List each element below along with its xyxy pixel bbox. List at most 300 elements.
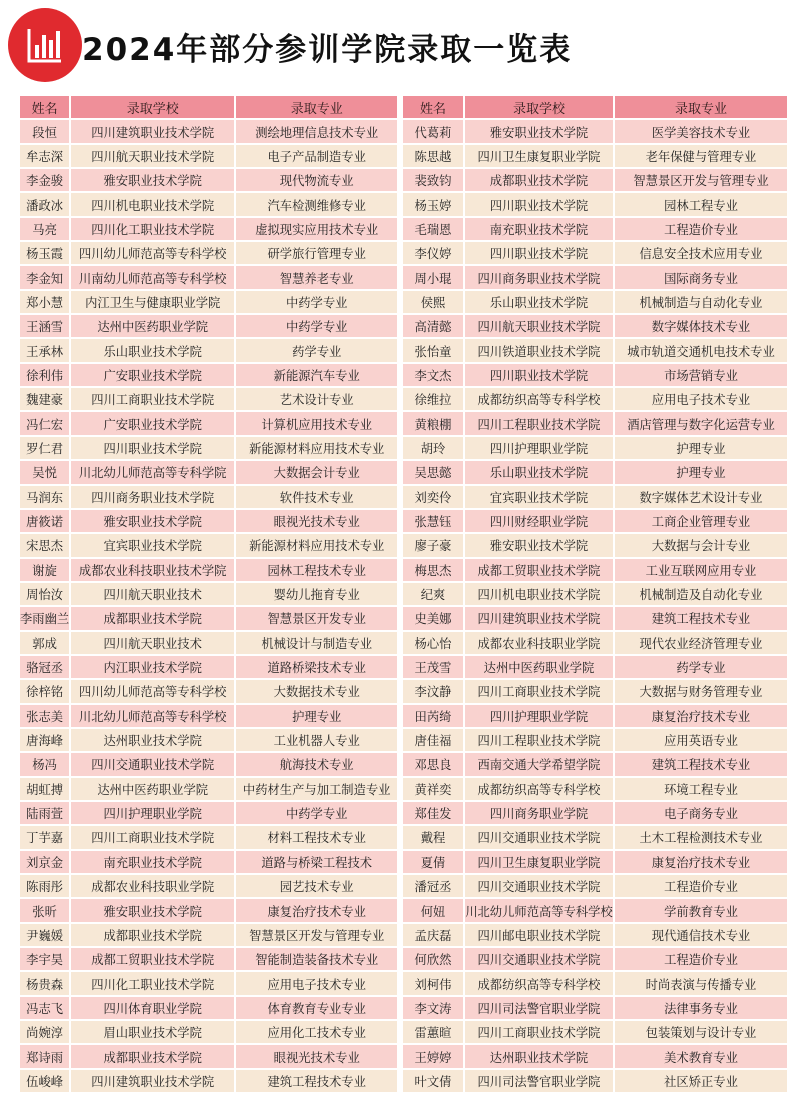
major-name: 中药学专业 (236, 802, 397, 824)
table-row (20, 1070, 397, 1092)
admission-table-right (401, 94, 789, 1094)
school-name: 四川工程职业技术学院 (465, 412, 613, 434)
school-name: 四川交通职业技术学院 (465, 948, 613, 970)
school-name: 四川机电职业技术学院 (71, 193, 234, 215)
major-name: 数字媒体技术专业 (615, 315, 787, 337)
student-name: 王涵雪 (20, 315, 69, 337)
major-name: 电子产品制造专业 (236, 145, 397, 167)
school-name: 四川司法警官职业学院 (465, 1070, 613, 1092)
table-row (20, 656, 397, 678)
school-name: 达州中医药职业学院 (71, 778, 234, 800)
student-name: 李汶静 (403, 680, 463, 702)
table-row (403, 705, 787, 727)
major-name: 园艺技术专业 (236, 875, 397, 897)
school-name: 四川机电职业技术学院 (465, 583, 613, 605)
major-name: 中药学专业 (236, 315, 397, 337)
major-name: 药学专业 (615, 656, 787, 678)
student-name: 吴思懿 (403, 461, 463, 483)
student-name: 李金骏 (20, 169, 69, 191)
school-name: 四川财经职业学院 (465, 510, 613, 532)
major-name: 护理专业 (615, 461, 787, 483)
school-name: 四川司法警官职业学院 (465, 997, 613, 1019)
student-name: 李仪婷 (403, 242, 463, 264)
student-name: 张慧钰 (403, 510, 463, 532)
major-name: 药学专业 (236, 339, 397, 361)
major-name: 环境工程专业 (615, 778, 787, 800)
student-name: 唐海峰 (20, 729, 69, 751)
school-name: 四川职业技术学院 (465, 193, 613, 215)
school-name: 四川航天职业技术 (71, 583, 234, 605)
major-name: 智慧景区开发专业 (236, 607, 397, 629)
table-row (403, 364, 787, 386)
major-name: 道路与桥梁工程技术 (236, 851, 397, 873)
major-name: 应用化工技术专业 (236, 1021, 397, 1043)
table-row (403, 875, 787, 897)
school-name: 广安职业技术学院 (71, 412, 234, 434)
school-name: 乐山职业技术学院 (71, 339, 234, 361)
student-name: 田芮绮 (403, 705, 463, 727)
school-name: 成都农业科技职业学院 (465, 632, 613, 654)
table-row (20, 242, 397, 264)
student-name: 黄粮棚 (403, 412, 463, 434)
major-name: 工业机器人专业 (236, 729, 397, 751)
major-name: 酒店管理与数字化运营专业 (615, 412, 787, 434)
table-row (403, 924, 787, 946)
major-name: 智慧景区开发与管理专业 (615, 169, 787, 191)
student-name: 马亮 (20, 218, 69, 240)
major-name: 时尚表演与传播专业 (615, 972, 787, 994)
student-name: 杨玉霞 (20, 242, 69, 264)
student-name: 张昕 (20, 899, 69, 921)
major-name: 现代农业经济管理专业 (615, 632, 787, 654)
school-name: 川北幼儿师范高等专科学院 (71, 461, 234, 483)
student-name: 杨心怡 (403, 632, 463, 654)
table-row (403, 632, 787, 654)
school-name: 四川交通职业技术学院 (71, 753, 234, 775)
major-name: 应用电子技术专业 (236, 972, 397, 994)
table-row (403, 437, 787, 459)
table-row (20, 388, 397, 410)
table-row (403, 778, 787, 800)
major-name: 土木工程检测技术专业 (615, 826, 787, 848)
student-name: 戴程 (403, 826, 463, 848)
major-name: 机械设计与制造专业 (236, 632, 397, 654)
student-name: 徐维拉 (403, 388, 463, 410)
header (0, 0, 800, 92)
student-name: 尹巍媛 (20, 924, 69, 946)
header-name: 姓名 (403, 96, 463, 118)
table-row (403, 145, 787, 167)
school-name: 四川铁道职业技术学院 (465, 339, 613, 361)
major-name: 建筑工程技术专业 (615, 607, 787, 629)
major-name: 机械制造与自动化专业 (615, 291, 787, 313)
student-name: 徐梓铭 (20, 680, 69, 702)
major-name: 康复治疗技术专业 (615, 705, 787, 727)
student-name: 王婷婷 (403, 1045, 463, 1067)
major-name: 应用英语专业 (615, 729, 787, 751)
school-name: 四川工商职业技术学院 (465, 680, 613, 702)
table-row (20, 1021, 397, 1043)
major-name: 汽车检测维修专业 (236, 193, 397, 215)
table-row (20, 851, 397, 873)
school-name: 内江职业技术学院 (71, 656, 234, 678)
table-header (20, 96, 397, 118)
major-name: 虚拟现实应用技术专业 (236, 218, 397, 240)
major-name: 大数据与财务管理专业 (615, 680, 787, 702)
table-row (403, 583, 787, 605)
table-row (20, 924, 397, 946)
major-name: 数字媒体艺术设计专业 (615, 486, 787, 508)
major-name: 材料工程技术专业 (236, 826, 397, 848)
table-row (20, 559, 397, 581)
table-row (20, 705, 397, 727)
table-row (20, 486, 397, 508)
major-name: 新能源材料应用技术专业 (236, 437, 397, 459)
student-name: 潘政冰 (20, 193, 69, 215)
major-name: 艺术设计专业 (236, 388, 397, 410)
table-row (403, 388, 787, 410)
table-row (403, 1070, 787, 1092)
student-name: 胡玲 (403, 437, 463, 459)
major-name: 城市轨道交通机电技术专业 (615, 339, 787, 361)
table-row (20, 826, 397, 848)
major-name: 康复治疗技术专业 (236, 899, 397, 921)
student-name: 郑小慧 (20, 291, 69, 313)
table-row (20, 364, 397, 386)
school-name: 雅安职业技术学院 (71, 510, 234, 532)
major-name: 体育教育专业专业 (236, 997, 397, 1019)
table-row (403, 291, 787, 313)
school-name: 四川化工职业技术学院 (71, 972, 234, 994)
student-name: 冯志飞 (20, 997, 69, 1019)
table-row (403, 972, 787, 994)
school-name: 西南交通大学希望学院 (465, 753, 613, 775)
major-name: 包装策划与设计专业 (615, 1021, 787, 1043)
school-name: 四川航天职业技术学院 (465, 315, 613, 337)
major-name: 计算机应用技术专业 (236, 412, 397, 434)
school-name: 四川邮电职业技术学院 (465, 924, 613, 946)
major-name: 新能源汽车专业 (236, 364, 397, 386)
school-name: 成都农业科技职业技术学院 (71, 559, 234, 581)
major-name: 工程造价专业 (615, 948, 787, 970)
table-row (20, 1045, 397, 1067)
student-name: 高清懿 (403, 315, 463, 337)
student-name: 邓思良 (403, 753, 463, 775)
student-name: 胡虹搏 (20, 778, 69, 800)
major-name: 护理专业 (615, 437, 787, 459)
school-name: 成都职业技术学院 (71, 1045, 234, 1067)
table-row (403, 534, 787, 556)
table-row (20, 510, 397, 532)
table-row (403, 802, 787, 824)
major-name: 美术教育专业 (615, 1045, 787, 1067)
school-name: 成都职业技术学院 (71, 924, 234, 946)
student-name: 杨贵森 (20, 972, 69, 994)
student-name: 唐筱诺 (20, 510, 69, 532)
table-row (403, 680, 787, 702)
table-row (403, 997, 787, 1019)
table-row (403, 461, 787, 483)
school-name: 乐山职业技术学院 (465, 461, 613, 483)
major-name: 市场营销专业 (615, 364, 787, 386)
school-name: 雅安职业技术学院 (71, 899, 234, 921)
school-name: 四川交通职业技术学院 (465, 826, 613, 848)
header-major: 录取专业 (236, 96, 397, 118)
table-row (403, 899, 787, 921)
school-name: 四川卫生康复职业学院 (465, 145, 613, 167)
student-name: 李雨幽兰 (20, 607, 69, 629)
school-name: 成都农业科技职业学院 (71, 875, 234, 897)
table-row (403, 753, 787, 775)
header-name: 姓名 (20, 96, 69, 118)
student-name: 廖子豪 (403, 534, 463, 556)
major-name: 电子商务专业 (615, 802, 787, 824)
table-row (20, 607, 397, 629)
table-row (403, 656, 787, 678)
table-row (403, 826, 787, 848)
table-row (20, 583, 397, 605)
school-name: 宜宾职业技术学院 (71, 534, 234, 556)
table-row (20, 169, 397, 191)
table-row (20, 412, 397, 434)
student-name: 夏倩 (403, 851, 463, 873)
school-name: 乐山职业技术学院 (465, 291, 613, 313)
major-name: 工业互联网应用专业 (615, 559, 787, 581)
school-name: 成都工贸职业技术学院 (71, 948, 234, 970)
school-name: 川北幼儿师范高等专科学校 (465, 899, 613, 921)
major-name: 航海技术专业 (236, 753, 397, 775)
table-row (403, 266, 787, 288)
table-row (20, 291, 397, 313)
school-name: 四川工商职业技术学院 (465, 1021, 613, 1043)
table-row (20, 145, 397, 167)
table-row (20, 266, 397, 288)
school-name: 川南幼儿师范高等专科学校 (71, 266, 234, 288)
table-row (403, 851, 787, 873)
student-name: 潘冠丞 (403, 875, 463, 897)
student-name: 纪爽 (403, 583, 463, 605)
major-name: 工程造价专业 (615, 875, 787, 897)
major-name: 老年保健与管理专业 (615, 145, 787, 167)
major-name: 学前教育专业 (615, 899, 787, 921)
table-row (403, 1045, 787, 1067)
admission-table-left (18, 94, 399, 1094)
school-name: 宜宾职业技术学院 (465, 486, 613, 508)
table-row (20, 193, 397, 215)
school-name: 四川幼儿师范高等专科学校 (71, 680, 234, 702)
school-name: 雅安职业技术学院 (465, 120, 613, 142)
school-name: 四川化工职业技术学院 (71, 218, 234, 240)
student-name: 叶文倩 (403, 1070, 463, 1092)
table-row (403, 315, 787, 337)
student-name: 伍峻峰 (20, 1070, 69, 1092)
school-name: 四川建筑职业技术学院 (465, 607, 613, 629)
school-name: 四川护理职业学院 (71, 802, 234, 824)
major-name: 康复治疗技术专业 (615, 851, 787, 873)
school-name: 达州中医药职业学院 (465, 656, 613, 678)
school-name: 川北幼儿师范高等专科学校 (71, 705, 234, 727)
table-row (403, 559, 787, 581)
major-name: 智慧景区开发与管理专业 (236, 924, 397, 946)
school-name: 达州职业技术学院 (71, 729, 234, 751)
major-name: 现代物流专业 (236, 169, 397, 191)
table-row (20, 680, 397, 702)
table-row (20, 461, 397, 483)
student-name: 吴悦 (20, 461, 69, 483)
school-name: 雅安职业技术学院 (71, 169, 234, 191)
table-row (20, 997, 397, 1019)
major-name: 机械制造及自动化专业 (615, 583, 787, 605)
table-row (20, 875, 397, 897)
table-row (403, 729, 787, 751)
table-row (403, 607, 787, 629)
student-name: 郭成 (20, 632, 69, 654)
major-name: 研学旅行管理专业 (236, 242, 397, 264)
school-name: 成都职业技术学院 (465, 169, 613, 191)
table-row (403, 412, 787, 434)
header-school: 录取学校 (71, 96, 234, 118)
major-name: 智慧养老专业 (236, 266, 397, 288)
table-row (403, 510, 787, 532)
student-name: 黄祥奕 (403, 778, 463, 800)
student-name: 代葛莉 (403, 120, 463, 142)
school-name: 四川航天职业技术 (71, 632, 234, 654)
logo (8, 8, 82, 82)
student-name: 侯熙 (403, 291, 463, 313)
student-name: 裴致钧 (403, 169, 463, 191)
table-row (20, 315, 397, 337)
school-name: 四川工商职业技术学院 (71, 826, 234, 848)
table-row (20, 437, 397, 459)
student-name: 魏建豪 (20, 388, 69, 410)
school-name: 四川体育职业学院 (71, 997, 234, 1019)
table-row (403, 486, 787, 508)
school-name: 成都纺织高等专科学校 (465, 388, 613, 410)
school-name: 四川航天职业技术学院 (71, 145, 234, 167)
major-name: 测绘地理信息技术专业 (236, 120, 397, 142)
major-name: 新能源材料应用技术专业 (236, 534, 397, 556)
school-name: 四川护理职业学院 (465, 705, 613, 727)
major-name: 应用电子技术专业 (615, 388, 787, 410)
student-name: 宋思杰 (20, 534, 69, 556)
student-name: 杨玉婷 (403, 193, 463, 215)
major-name: 建筑工程技术专业 (236, 1070, 397, 1092)
major-name: 园林工程技术专业 (236, 559, 397, 581)
student-name: 牟志深 (20, 145, 69, 167)
student-name: 陈思越 (403, 145, 463, 167)
student-name: 陆雨萱 (20, 802, 69, 824)
school-name: 四川建筑职业技术学院 (71, 120, 234, 142)
table-row (403, 339, 787, 361)
school-name: 四川商务职业学院 (465, 802, 613, 824)
school-name: 达州中医药职业学院 (71, 315, 234, 337)
page-title: 2024年部分参训学院录取一览表 (82, 32, 573, 68)
student-name: 郑佳发 (403, 802, 463, 824)
table-row (20, 802, 397, 824)
school-name: 四川职业技术学院 (71, 437, 234, 459)
student-name: 郑诗雨 (20, 1045, 69, 1067)
bar-chart-icon (25, 25, 65, 65)
student-name: 何欣然 (403, 948, 463, 970)
student-name: 梅思杰 (403, 559, 463, 581)
major-name: 大数据技术专业 (236, 680, 397, 702)
school-name: 四川幼儿师范高等专科学校 (71, 242, 234, 264)
student-name: 王茂雪 (403, 656, 463, 678)
student-name: 唐佳福 (403, 729, 463, 751)
school-name: 成都纺织高等专科学校 (465, 778, 613, 800)
school-name: 四川工程职业技术学院 (465, 729, 613, 751)
school-name: 四川商务职业技术学院 (465, 266, 613, 288)
table-row (20, 632, 397, 654)
major-name: 护理专业 (236, 705, 397, 727)
table-row (20, 120, 397, 142)
school-name: 内江卫生与健康职业学院 (71, 291, 234, 313)
school-name: 四川职业技术学院 (465, 364, 613, 386)
major-name: 社区矫正专业 (615, 1070, 787, 1092)
table-row (20, 729, 397, 751)
table-row (20, 534, 397, 556)
header-major: 录取专业 (615, 96, 787, 118)
school-name: 四川护理职业学院 (465, 437, 613, 459)
student-name: 冯仁宏 (20, 412, 69, 434)
student-name: 王承林 (20, 339, 69, 361)
major-name: 道路桥梁技术专业 (236, 656, 397, 678)
student-name: 何妞 (403, 899, 463, 921)
student-name: 骆冠丞 (20, 656, 69, 678)
school-name: 成都职业技术学院 (71, 607, 234, 629)
student-name: 史美娜 (403, 607, 463, 629)
student-name: 李文杰 (403, 364, 463, 386)
table-row (403, 193, 787, 215)
table-row (20, 899, 397, 921)
school-name: 广安职业技术学院 (71, 364, 234, 386)
student-name: 李金知 (20, 266, 69, 288)
school-name: 成都纺织高等专科学校 (465, 972, 613, 994)
student-name: 陈雨彤 (20, 875, 69, 897)
major-name: 信息安全技术应用专业 (615, 242, 787, 264)
school-name: 四川商务职业技术学院 (71, 486, 234, 508)
school-name: 达州职业技术学院 (465, 1045, 613, 1067)
school-name: 眉山职业技术学院 (71, 1021, 234, 1043)
school-name: 四川工商职业技术学院 (71, 388, 234, 410)
student-name: 李文涛 (403, 997, 463, 1019)
student-name: 张怡童 (403, 339, 463, 361)
header-school: 录取学校 (465, 96, 613, 118)
table-row (20, 218, 397, 240)
student-name: 刘奕伶 (403, 486, 463, 508)
student-name: 段恒 (20, 120, 69, 142)
student-name: 周怡汝 (20, 583, 69, 605)
table-row (20, 339, 397, 361)
table-row (403, 1021, 787, 1043)
table-row (403, 948, 787, 970)
student-name: 谢旋 (20, 559, 69, 581)
major-name: 婴幼儿拖育专业 (236, 583, 397, 605)
school-name: 四川职业技术学院 (465, 242, 613, 264)
student-name: 孟庆磊 (403, 924, 463, 946)
school-name: 成都工贸职业技术学院 (465, 559, 613, 581)
student-name: 刘京金 (20, 851, 69, 873)
major-name: 医学美容技术专业 (615, 120, 787, 142)
major-name: 现代通信技术专业 (615, 924, 787, 946)
school-name: 四川交通职业技术学院 (465, 875, 613, 897)
student-name: 张志美 (20, 705, 69, 727)
major-name: 眼视光技术专业 (236, 1045, 397, 1067)
student-name: 徐利伟 (20, 364, 69, 386)
student-name: 毛瑞恩 (403, 218, 463, 240)
major-name: 法律事务专业 (615, 997, 787, 1019)
school-name: 雅安职业技术学院 (465, 534, 613, 556)
